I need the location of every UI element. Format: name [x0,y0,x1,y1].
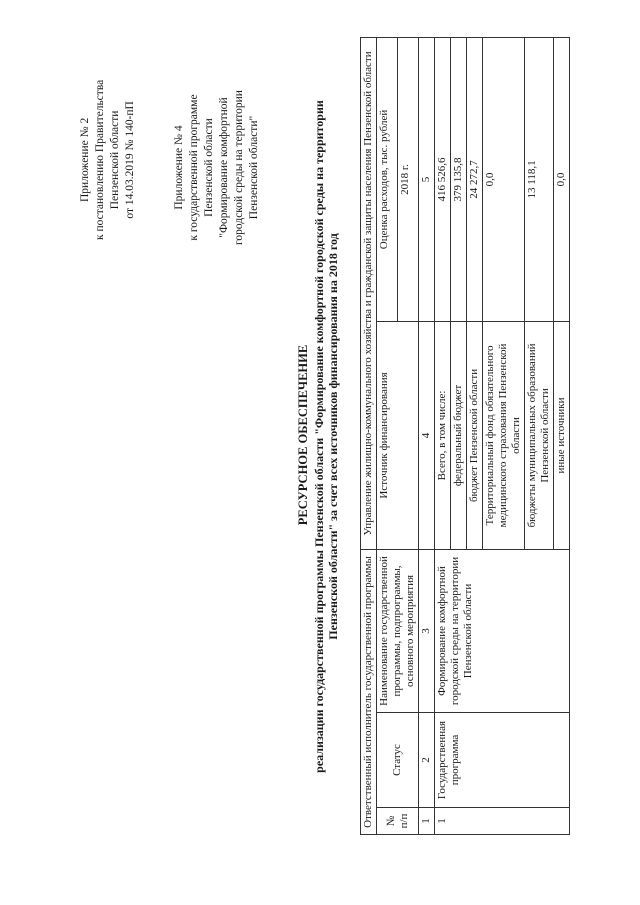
source-label: бюджет Пензенской области [467,321,483,549]
colnum-cell: 2 [419,713,435,808]
source-value: 24 272,7 [467,37,483,321]
annex-line: Приложение № 2 [79,117,91,202]
colnum-cell: 3 [419,549,435,712]
document-title [296,195,310,675]
annex-line: Пензенской области [203,118,215,217]
source-label: федеральный бюджет [451,321,467,549]
source-value: 379 135,8 [451,37,467,321]
colnum-cell: 5 [419,37,435,321]
annex-line: к государственной программе [188,94,200,241]
resource-table [360,37,570,835]
executor-value: Управление жилищно-коммунального хозяйства и гражданской защиты населения Пензенской области [361,37,377,549]
annex-line: Приложение № 4 [173,125,185,210]
annex-line: от 14.03.2019 № 140-пП [124,101,136,219]
column-number-row [419,37,435,834]
annex-note-program [172,90,262,245]
source-label: Всего, в том числе: [435,321,451,549]
source-label: бюджеты муниципальных образований Пензенской области [525,321,554,549]
annex-line: городской среды на территории [233,90,245,245]
header-estimate: Оценка расходов, тыс. рублей [377,37,398,321]
header-source: Источник финансирования [377,321,419,549]
source-label: иные источники [554,321,570,549]
annex-line: к постановлению Правительства [94,79,106,240]
source-value: 0,0 [554,37,570,321]
source-value: 13 118,1 [525,37,554,321]
header-name: Наименование государственной программы, подпрограммы, основного мероприятия [377,549,419,712]
source-value: 0,0 [483,37,525,321]
table-row [435,37,451,834]
header-row [377,37,398,834]
header-num: № п/п [377,808,419,835]
title-line-2: реализации государственной программы Пензенской области "Формирование комфортной городской среды на территории [312,100,326,773]
executor-row [361,37,377,834]
title-subheading [312,38,340,835]
annex-note-decree [78,80,138,240]
annex-line: Пензенской области [109,110,121,210]
header-status: Статус [377,713,419,808]
source-value: 416 526,6 [435,37,451,321]
annex-line: "Формирование комфортной [218,97,230,238]
title-heading: РЕСУРСНОЕ ОБЕСПЕЧЕНИЕ [296,344,310,526]
row-name: Формирование комфортной городской среды на территории Пензенской области [435,549,570,712]
annex-line: Пензенской области" [248,115,260,220]
source-label: Территориальный фонд обязательного медицинского страхования Пензенской области [483,321,525,549]
title-line-3: Пензенской области" за счет всех источников финансирования на 2018 год [326,233,340,640]
executor-label: Ответственный исполнитель государственной программы [361,549,377,834]
row-status: Государственная программа [435,713,570,808]
colnum-cell: 4 [419,321,435,549]
row-num: 1 [435,808,570,835]
colnum-cell: 1 [419,808,435,835]
header-year: 2018 г. [398,37,419,321]
